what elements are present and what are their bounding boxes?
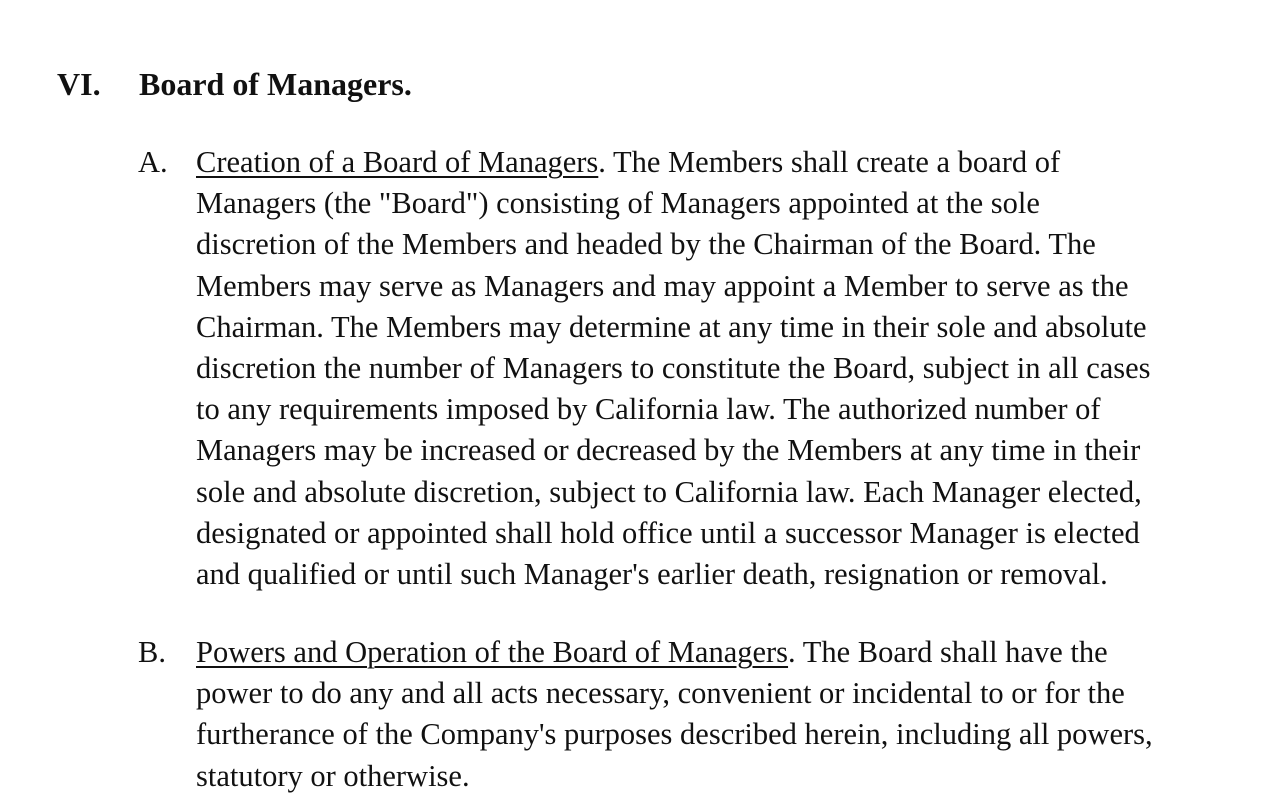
section-title: Board of Managers. bbox=[139, 66, 412, 102]
clause-body bbox=[196, 142, 1258, 595]
clause-title: Powers and Operation of the Board of Managers bbox=[196, 635, 789, 669]
clause-line: and qualified or until such Manager's earlier death, resignation or removal. bbox=[196, 557, 1108, 592]
clause-line: Chairman. The Members may determine at any time in their sole and absolute bbox=[196, 309, 1147, 344]
clause-marker: B. bbox=[138, 635, 166, 669]
clause-body bbox=[196, 632, 1258, 797]
clause-title: Creation of a Board of Managers bbox=[196, 145, 599, 179]
clause-line: sole and absolute discretion, subject to California law. Each Manager elected, bbox=[196, 474, 1142, 509]
clause-first-line-text: . The Members shall create a board of bbox=[598, 145, 1061, 179]
clause-line: to any requirements imposed by California law. The authorized number of bbox=[196, 392, 1101, 427]
clause-first-line bbox=[196, 142, 1258, 183]
clause-line: Managers may be increased or decreased by the Members at any time in their bbox=[196, 433, 1141, 468]
clause-b bbox=[138, 632, 1258, 797]
clause-a bbox=[138, 142, 1258, 595]
clause-line: statutory or otherwise. bbox=[196, 758, 470, 793]
clause-line: designated or appointed shall hold office until a successor Manager is elected bbox=[196, 515, 1140, 550]
clause-line: discretion the number of Managers to constitute the Board, subject in all cases bbox=[196, 351, 1151, 386]
clause-line: Managers (the "Board") consisting of Managers appointed at the sole bbox=[196, 186, 1040, 221]
section-number: VI. bbox=[57, 66, 101, 102]
clause-line: Members may serve as Managers and may appoint a Member to serve as the bbox=[196, 268, 1129, 303]
clause-line: power to do any and all acts necessary, convenient or incidental to or for the bbox=[196, 676, 1125, 711]
clause-line: discretion of the Members and headed by the Chairman of the Board. The bbox=[196, 227, 1096, 262]
clause-line: furtherance of the Company's purposes described herein, including all powers, bbox=[196, 717, 1153, 752]
clause-marker: A. bbox=[138, 145, 168, 179]
clause-first-line-text: . The Board shall have the bbox=[788, 635, 1108, 669]
section-heading bbox=[57, 64, 412, 105]
clause-first-line bbox=[196, 632, 1258, 673]
